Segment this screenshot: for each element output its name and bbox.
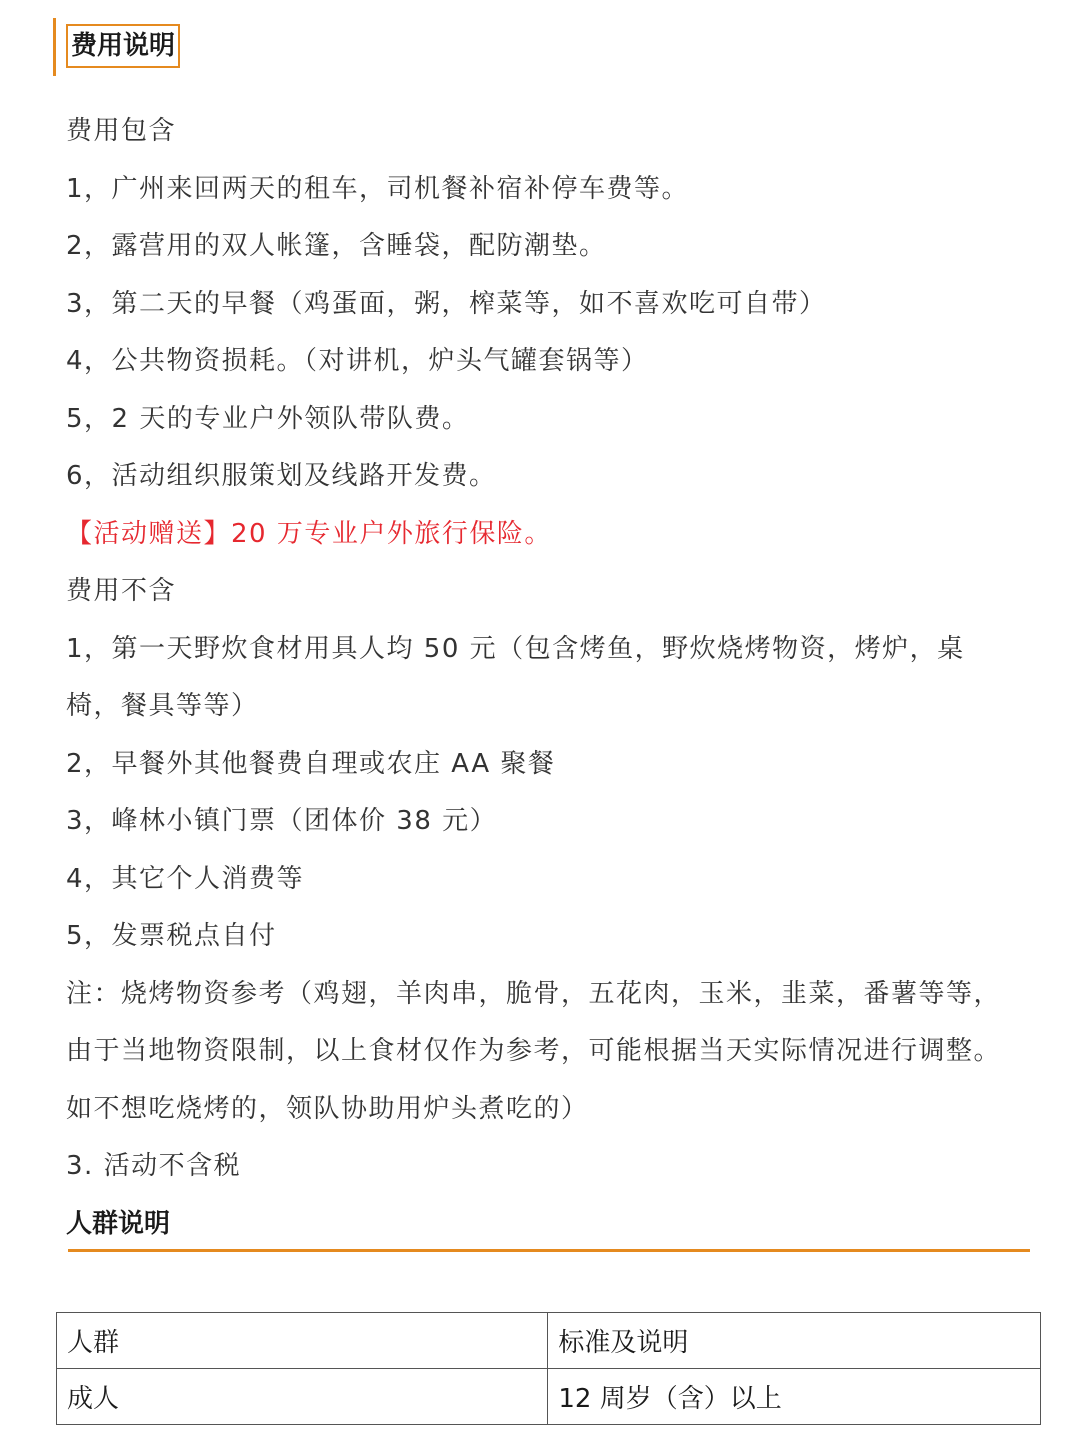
included-item: 4，公共物资损耗。（对讲机，炉头气罐套锅等） — [66, 346, 649, 376]
excluded-line: 3，峰林小镇门票（团体价 38 元） — [66, 806, 498, 836]
excluded-note-line: 如不想吃烧烤的，领队协助用炉头煮吃的） — [66, 1094, 589, 1124]
section-divider — [68, 1249, 1030, 1252]
section-accent-bar — [53, 18, 56, 76]
table-header-cell: 人群 — [57, 1313, 548, 1369]
audience-table — [56, 1312, 1041, 1425]
excluded-line: 4，其它个人消费等 — [66, 864, 305, 894]
included-item: 1，广州来回两天的租车，司机餐补宿补停车费等。 — [66, 174, 690, 204]
included-item: 5，2 天的专业户外领队带队费。 — [66, 404, 470, 434]
included-item: 6，活动组织服策划及线路开发费。 — [66, 461, 497, 491]
excluded-line: 5，发票税点自付 — [66, 921, 277, 951]
table-cell: 成人 — [57, 1369, 548, 1425]
table-cell: 12 周岁（含）以上 — [548, 1369, 1041, 1425]
excluded-line: 1，第一天野炊食材用具人均 50 元（包含烤鱼，野炊烧烤物资，烤炉，桌 — [66, 634, 965, 664]
excluded-line: 3. 活动不含税 — [66, 1151, 242, 1181]
section-title-fees: 费用说明 — [66, 24, 180, 68]
table-row — [57, 1369, 1041, 1425]
excluded-line: 2，早餐外其他餐费自理或农庄 AA 聚餐 — [66, 749, 556, 779]
table-header-cell: 标准及说明 — [548, 1313, 1041, 1369]
excluded-note-line: 由于当地物资限制，以上食材仅作为参考，可能根据当天实际情况进行调整。 — [66, 1036, 1002, 1066]
excluded-line: 椅，餐具等等） — [66, 691, 259, 721]
included-item: 3，第二天的早餐（鸡蛋面，粥，榨菜等，如不喜欢吃可自带） — [66, 289, 827, 319]
excluded-note-line: 注：烧烤物资参考（鸡翅，羊肉串，脆骨，五花肉，玉米，韭菜，番薯等等， — [66, 979, 1002, 1009]
table-header-row — [57, 1313, 1041, 1369]
included-heading: 费用包含 — [66, 116, 177, 146]
section-title-audience: 人群说明 — [66, 1209, 171, 1239]
excluded-heading: 费用不含 — [66, 576, 177, 606]
included-item: 2，露营用的双人帐篷，含睡袋，配防潮垫。 — [66, 231, 607, 261]
gift-note: 【活动赠送】20 万专业户外旅行保险。 — [66, 519, 552, 549]
